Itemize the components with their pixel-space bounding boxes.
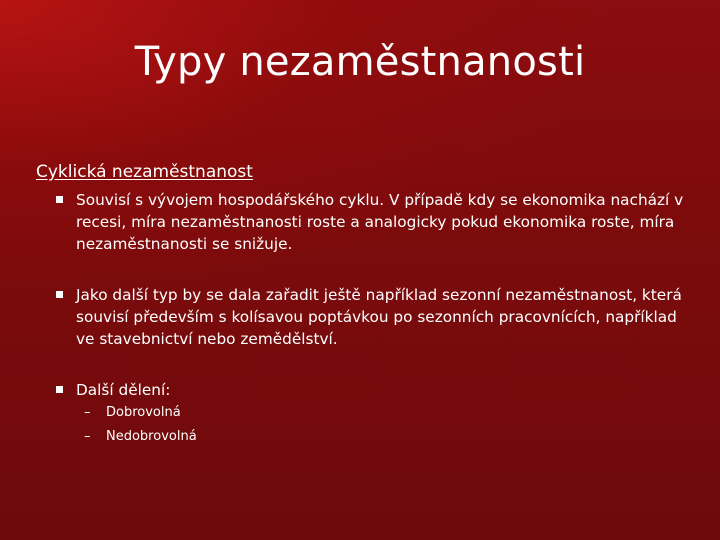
bullet-text: Další dělení:	[76, 381, 171, 399]
sub-list-text: Nedobrovolná	[106, 429, 197, 444]
square-bullet-icon	[56, 386, 63, 393]
bullet-text: Jako další typ by se dala zařadit ještě například sezonní nezaměstnanost, která souvisí především s kolísavou poptávkou po sezonních pracovnících, například ve stavebnictví nebo zemědělství.	[76, 286, 682, 348]
slide-title: Typy nezaměstnanosti	[134, 39, 586, 85]
sub-list-item	[84, 404, 181, 422]
dash-marker: –	[84, 429, 91, 444]
bullet-item	[56, 189, 696, 255]
square-bullet-icon	[56, 196, 63, 203]
bullet-item	[56, 284, 696, 350]
dash-marker: –	[84, 405, 91, 420]
bullet-text: Souvisí s vývojem hospodářského cyklu. V případě kdy se ekonomika nachází v recesi, míra nezaměstnanosti roste a analogicky pokud ekonomika roste, míra nezaměstnanosti se snižuje.	[76, 191, 684, 253]
square-bullet-icon	[56, 291, 63, 298]
bullet-item	[56, 379, 696, 401]
section-heading: Cyklická nezaměstnanost	[36, 162, 253, 182]
sub-list-text: Dobrovolná	[106, 405, 181, 420]
sub-list-item	[84, 428, 197, 446]
